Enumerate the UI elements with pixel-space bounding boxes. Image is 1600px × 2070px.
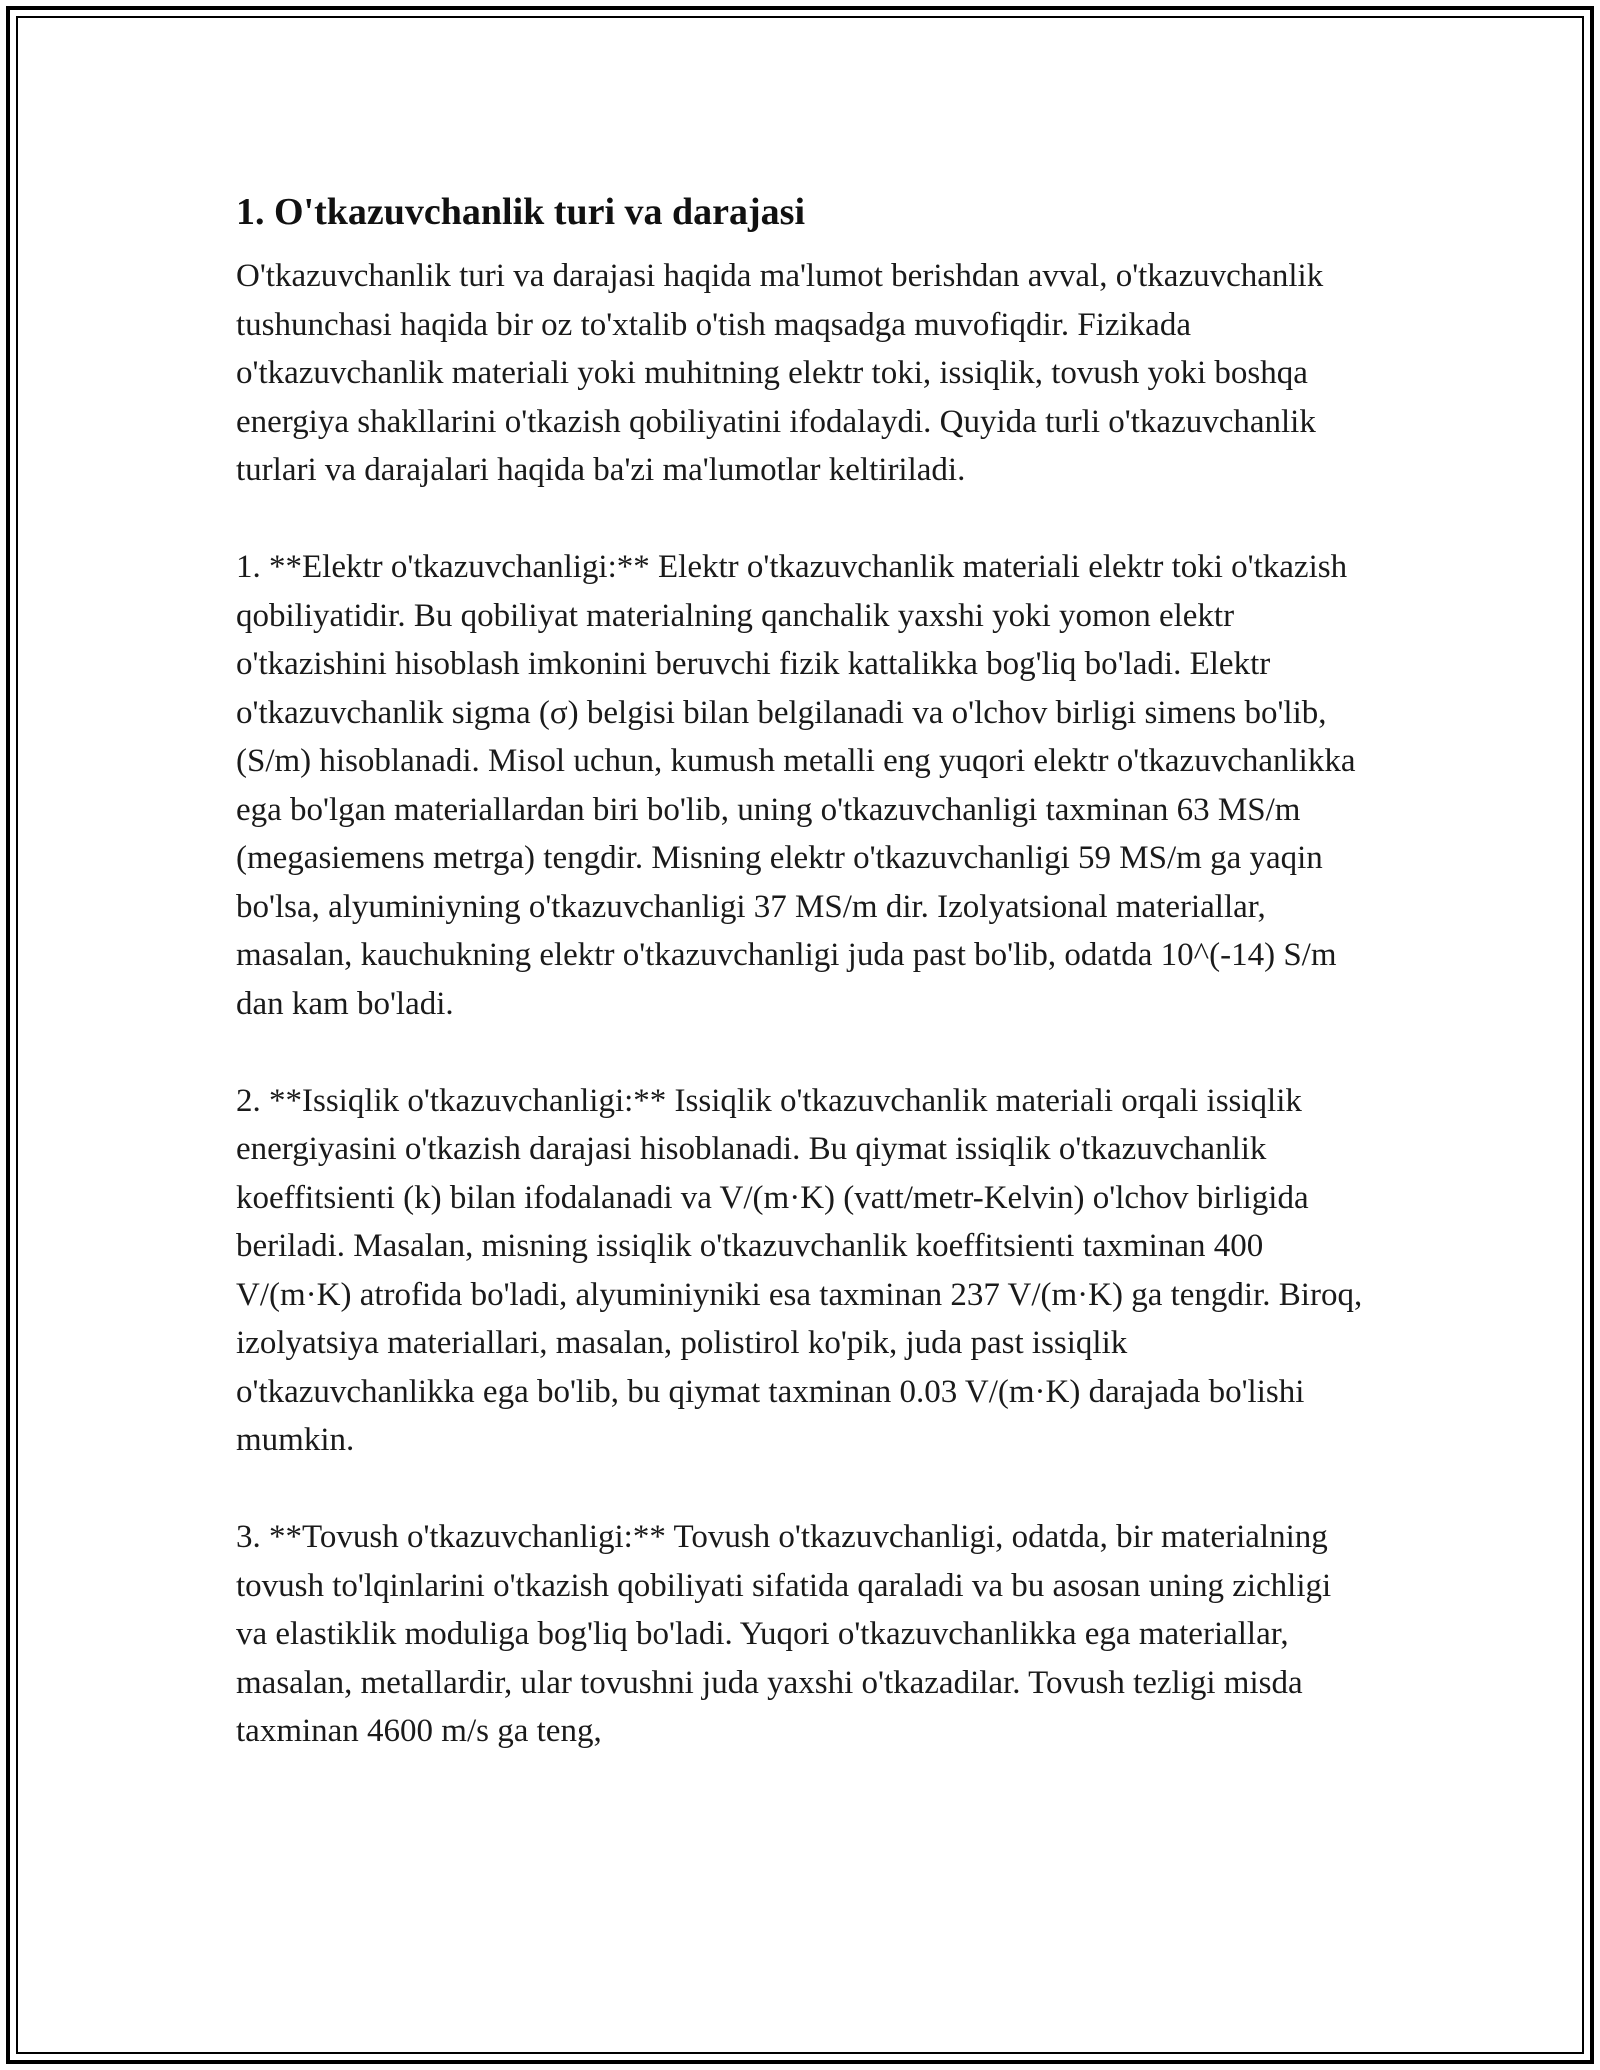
sound-conductivity-paragraph: 3. **Tovush o'tkazuvchanligi:** Tovush o'tkazuvchanligi, odatda, bir materialning tovush to'lqinlarini o'tkazish qobiliyati sifatida qaraladi va bu asosan uning zichligi va elastiklik moduliga bog'liq bo'ladi. Yuqori o'tkazuvchanlikka ega materiallar, masalan, metallardir, ular tovushni juda yaxshi o'tkazadilar. Tovush tezligi misda taxminan 4600 m/s ga teng, [236,1519,1332,1749]
electric-conductivity-paragraph: 1. **Elektr o'tkazuvchanligi:** Elektr o'tkazuvchanlik materiali elektr toki o'tkazish qobiliyatidir. Bu qobiliyat materialning qanchalik yaxshi yoki yomon elektr o'tkazishini hisoblash imkonini beruvchi fizik kattalikka bog'liq bo'ladi. Elektr o'tkazuvchanlik sigma (σ) belgisi bilan belgilanadi va o'lchov birligi simens bo'lib, (S/m) hisoblanadi. Misol uchun, kumush metalli eng yuqori elektr o'tkazuvchanlikka ega bo'lgan materiallardan biri bo'lib, uning o'tkazuvchanligi taxminan 63 MS/m (megasiemens metrga) tengdir. Misning elektr o'tkazuvchanligi 59 MS/m ga yaqin bo'lsa, alyuminiyning o'tkazuvchanligi 37 MS/m dir. Izolyatsional materiallar, masalan, kauchukning elektr o'tkazuvchanligi juda past bo'lib, odatda 10^(-14) S/m dan kam bo'ladi. [236,549,1356,1022]
intro-paragraph: O'tkazuvchanlik turi va darajasi haqida ma'lumot berishdan avval, o'tkazuvchanlik tushunchasi haqida bir oz to'xtalib o'tish maqsadga muvofiqdir. Fizikada o'tkazuvchanlik materiali yoki muhitning elektr toki, issiqlik, tovush yoki boshqa energiya shakllarini o'tkazish qobiliyatini ifodalaydi. Quyida turli o'tkazuvchanlik turlari va darajalari haqida ba'zi ma'lumotlar keltiriladi. [236,258,1324,488]
section-heading: 1. O'tkazuvchanlik turi va darajasi [236,191,805,233]
document-page [236,186,1366,1804]
thermal-conductivity-paragraph: 2. **Issiqlik o'tkazuvchanligi:** Issiqlik o'tkazuvchanlik materiali orqali issiqlik energiyasini o'tkazish darajasi hisoblanadi. Bu qiymat issiqlik o'tkazuvchanlik koeffitsienti (k) bilan ifodalanadi va V/(m·K) (vatt/metr-Kelvin) o'lchov birligida beriladi. Masalan, misning issiqlik o'tkazuvchanlik koeffitsienti taxminan 400 V/(m·K) atrofida bo'ladi, alyuminiyniki esa taxminan 237 V/(m·K) ga tengdir. Biroq, izolyatsiya materiallari, masalan, polistirol ko'pik, juda past issiqlik o'tkazuvchanlikka ega bo'lib, bu qiymat taxminan 0.03 V/(m·K) darajada bo'lishi mumkin. [236,1082,1363,1458]
